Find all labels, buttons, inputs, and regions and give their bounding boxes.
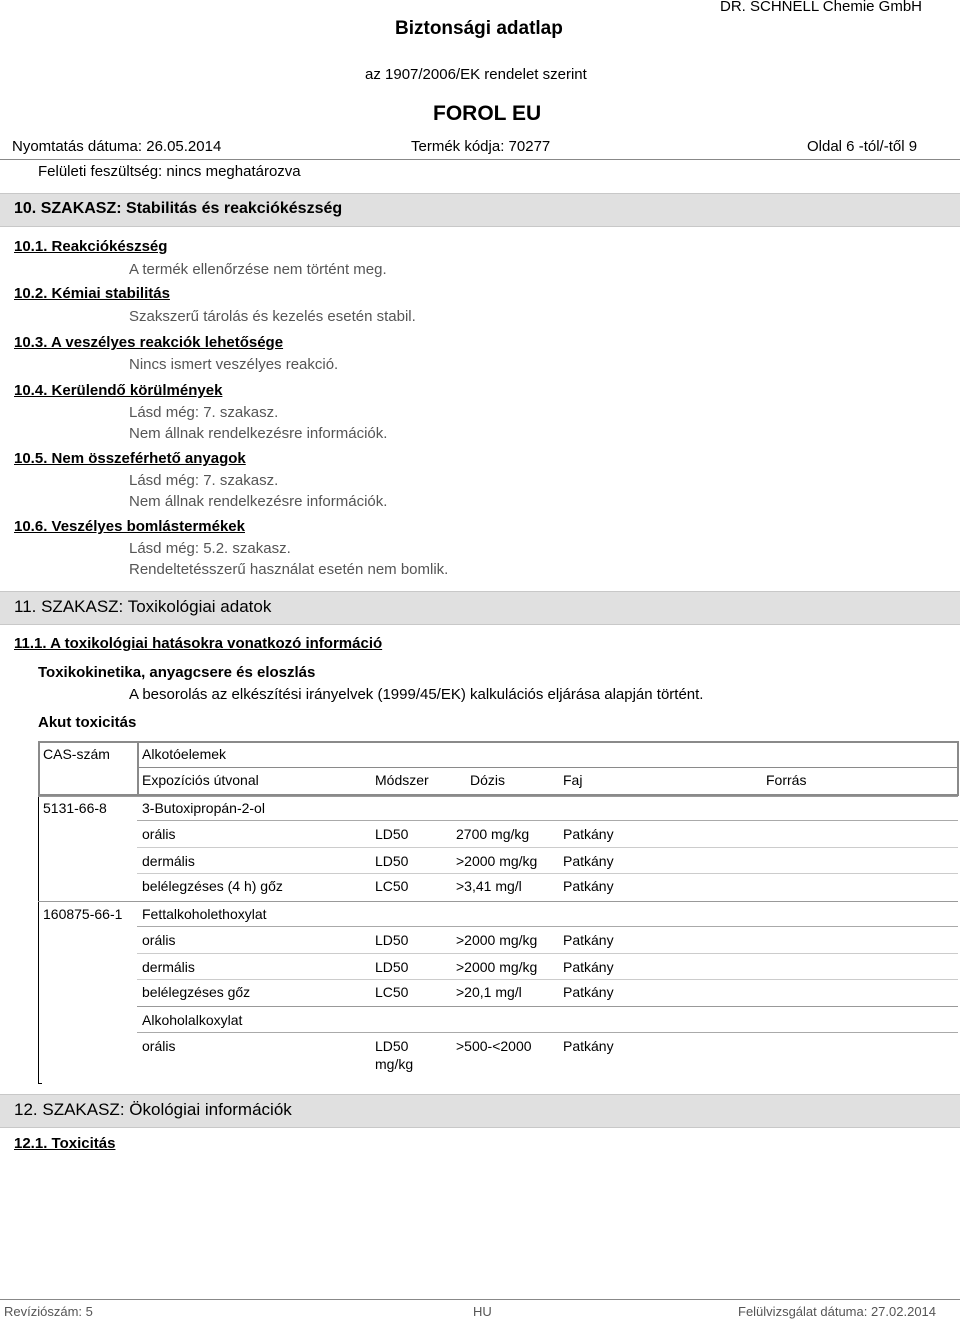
revision-number: Revíziószám: 5 — [4, 1304, 93, 1319]
toxicokinetics-heading: Toxikokinetika, anyagcsere és eloszlás — [38, 664, 316, 681]
group-3-name-rule — [137, 1032, 958, 1033]
table-cell-species: Patkány — [563, 853, 614, 869]
table-cell-species: Patkány — [563, 826, 614, 842]
subsection-10-6-heading: 10.6. Veszélyes bomlástermékek — [14, 518, 245, 535]
group-1-top-rule — [38, 796, 958, 797]
table-cell-dose: >500-<2000 — [456, 1038, 532, 1054]
col-header-source: Forrás — [766, 772, 807, 788]
group-1-component: 3-Butoxipropán-2-ol — [142, 800, 265, 816]
row-rule — [137, 873, 958, 874]
footer-divider — [0, 1299, 960, 1300]
table-header-mid-rule — [137, 767, 959, 768]
regulation-text: az 1907/2006/EK rendelet szerint — [365, 66, 587, 83]
subsection-10-5-text-2: Nem állnak rendelkezésre információk. — [129, 493, 388, 510]
page-number: Oldal 6 -tól/-től 9 — [807, 138, 918, 155]
subsection-10-1-heading: 10.1. Reakciókészség — [14, 238, 168, 255]
subsection-10-3-heading: 10.3. A veszélyes reakciók lehetősége — [14, 334, 284, 351]
acute-toxicity-heading: Akut toxicitás — [38, 714, 137, 731]
row-rule — [137, 979, 958, 980]
table-cell-route: orális — [142, 932, 176, 948]
table-cell-species: Patkány — [563, 959, 614, 975]
table-cell-species: Patkány — [563, 1038, 614, 1054]
product-code: Termék kódja: 70277 — [411, 138, 551, 155]
table-cell-dose: >20,1 mg/l — [456, 984, 522, 1000]
col-header-dose: Dózis — [470, 772, 506, 788]
document-title: Biztonsági adatlap — [395, 18, 563, 39]
language-code: HU — [473, 1304, 492, 1319]
group-2-name-rule — [137, 926, 958, 927]
table-cell-method: LD50 — [375, 826, 409, 842]
header-divider — [0, 159, 960, 160]
table-cell-route: dermális — [142, 853, 195, 869]
table-cell-dose: >3,41 mg/l — [456, 878, 522, 894]
table-cell-method: LD50 — [375, 853, 409, 869]
table-cell-dose: >2000 mg/kg — [456, 932, 538, 948]
table-cell-route: belélegzéses (4 h) gőz — [142, 878, 283, 894]
subsection-10-5-text-1: Lásd még: 7. szakasz. — [129, 472, 279, 489]
row-rule — [137, 953, 958, 954]
col-header-component: Alkotóelemek — [142, 746, 227, 762]
subsection-10-2-heading: 10.2. Kémiai stabilitás — [14, 285, 170, 302]
subsection-10-6-text-1: Lásd még: 5.2. szakasz. — [129, 540, 291, 557]
table-cell-method-unit: mg/kg — [375, 1056, 414, 1072]
table-cell-method: LC50 — [375, 984, 409, 1000]
subsection-10-3-text: Nincs ismert veszélyes reakció. — [129, 356, 339, 373]
table-cell-route: belélegzéses gőz — [142, 984, 251, 1000]
group-1-cas: 5131-66-8 — [43, 800, 107, 816]
review-date: Felülvizsgálat dátuma: 27.02.2014 — [738, 1304, 937, 1319]
table-cell-method: LD50 — [375, 959, 409, 975]
subsection-10-2-text: Szakszerű tárolás és kezelés esetén stabil. — [129, 308, 416, 325]
group-2-component: Fettalkoholethoxylat — [142, 906, 267, 922]
group-2-cas: 160875-66-1 — [43, 906, 123, 922]
subsection-10-5-heading: 10.5. Nem összeférhető anyagok — [14, 450, 246, 467]
section-11-title: 11. SZAKASZ: Toxikológiai adatok — [14, 597, 272, 616]
table-bottom-tick — [38, 1083, 42, 1084]
subsection-12-1-heading: 12.1. Toxicitás — [14, 1135, 116, 1152]
subsection-10-4-heading: 10.4. Kerülendő körülmények — [14, 382, 223, 399]
table-top-border — [38, 741, 959, 743]
table-cell-species: Patkány — [563, 878, 614, 894]
table-cell-dose: >2000 mg/kg — [456, 959, 538, 975]
table-left-border — [38, 741, 40, 795]
subsection-10-4-text-2: Nem állnak rendelkezésre információk. — [129, 425, 388, 442]
section-12-title: 12. SZAKASZ: Ökológiai információk — [14, 1100, 292, 1119]
section-10-title: 10. SZAKASZ: Stabilitás és reakciókészség — [14, 200, 343, 217]
table-cell-route: dermális — [142, 959, 195, 975]
subsection-11-1-heading: 11.1. A toxikológiai hatásokra vonatkozó információ — [14, 635, 383, 652]
print-date: Nyomtatás dátuma: 26.05.2014 — [12, 138, 222, 155]
subsection-10-6-text-2: Rendeltetésszerű használat esetén nem bomlik. — [129, 561, 449, 578]
table-cell-method: LD50 — [375, 932, 409, 948]
col-header-method: Módszer — [375, 772, 429, 788]
table-cell-species: Patkány — [563, 932, 614, 948]
col-header-species: Faj — [563, 772, 583, 788]
table-cell-route: orális — [142, 1038, 176, 1054]
table-cell-method: LD50 — [375, 1038, 409, 1054]
subsection-10-4-text-1: Lásd még: 7. szakasz. — [129, 404, 279, 421]
table-cell-dose: >2000 mg/kg — [456, 853, 538, 869]
group-2-top-rule — [38, 901, 958, 902]
table-col-divider — [137, 741, 139, 795]
col-header-route: Expozíciós útvonal — [142, 772, 259, 788]
subsection-10-1-text: A termék ellenőrzése nem történt meg. — [129, 261, 387, 278]
group-1-name-rule — [137, 820, 958, 821]
group-3-top-rule — [137, 1006, 958, 1007]
table-cell-route: orális — [142, 826, 176, 842]
group-3-component: Alkoholalkoxylat — [142, 1012, 243, 1028]
table-right-border — [957, 741, 959, 795]
table-cell-species: Patkány — [563, 984, 614, 1000]
product-name: FOROL EU — [433, 102, 542, 125]
table-left-rule — [38, 795, 39, 1083]
col-header-cas: CAS-szám — [43, 746, 110, 762]
surface-tension-line: Felületi feszültség: nincs meghatározva — [38, 163, 301, 180]
company-name: DR. SCHNELL Chemie GmbH — [720, 0, 922, 15]
table-cell-dose: 2700 mg/kg — [456, 826, 530, 842]
classification-text: A besorolás az elkészítési irányelvek (1999/45/EK) kalkulációs eljárása alapján történt. — [129, 686, 704, 703]
table-cell-method: LC50 — [375, 878, 409, 894]
row-rule — [137, 847, 958, 848]
